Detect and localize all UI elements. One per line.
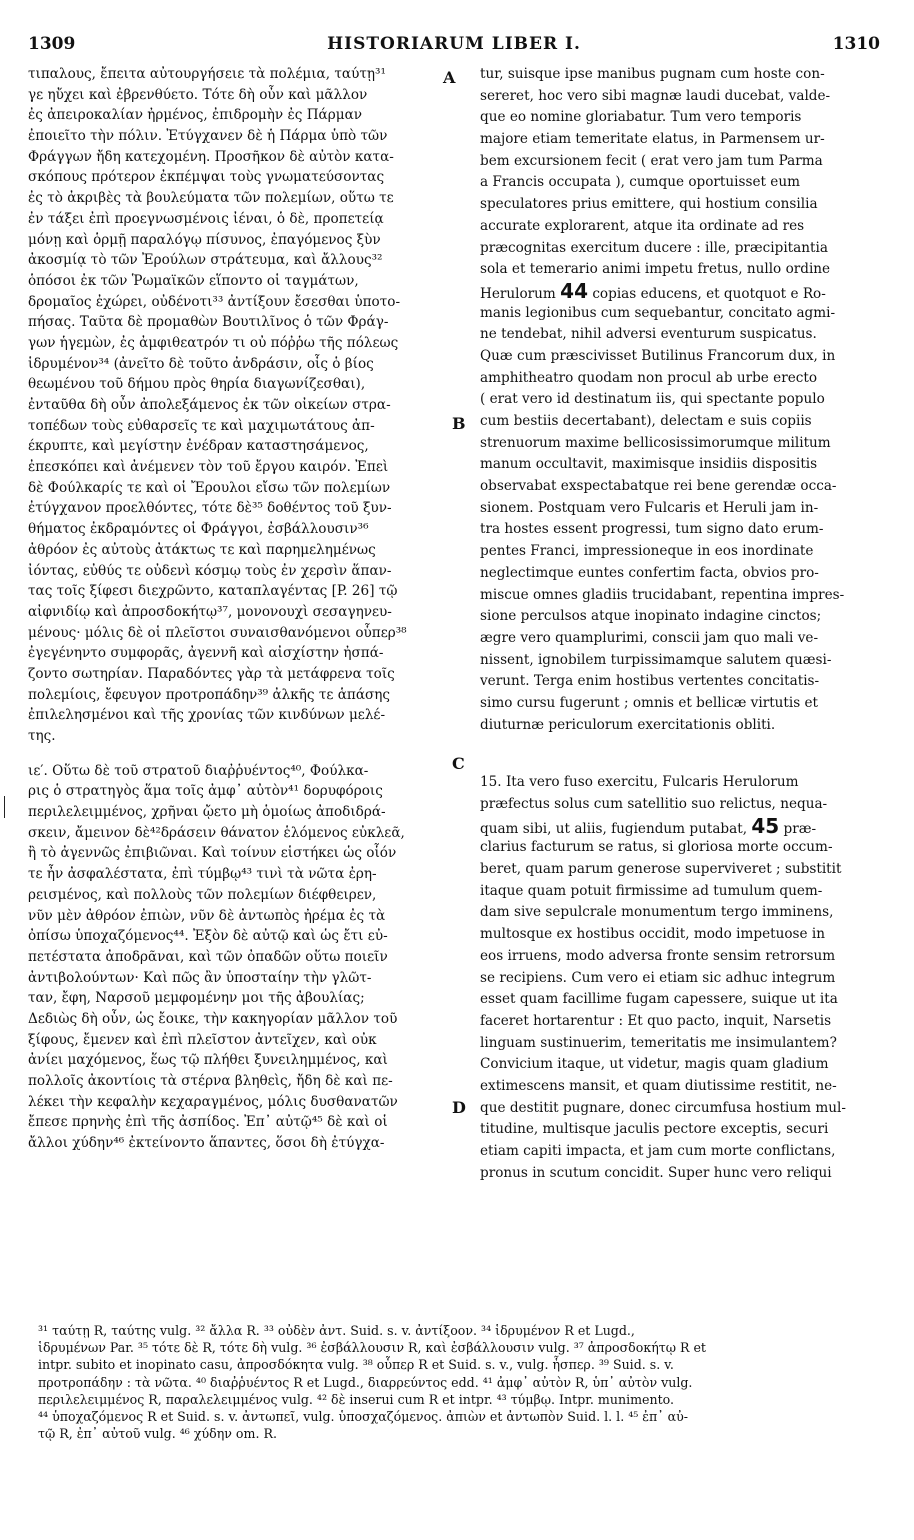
greek-line: δὲ Φούλκαρίς τε καὶ οἱ Ἔρουλοι εἴσω τῶν πολεμίων [28, 479, 391, 496]
latin-text: bem excursionem fecit ( erat vero jam tum Parma [480, 152, 823, 169]
greek-line: Δεδιὼς δὴ οὖν, ὡς ἔοικε, τὴν κακηγορίαν μᾶλλον τοῦ [28, 1010, 398, 1027]
edition-page-number: 44 [560, 278, 588, 303]
latin-text: pronus in scutum concidit. Super hunc vero reliqui [480, 1164, 832, 1181]
latin-text: præ- [779, 820, 817, 837]
greek-line: ἀκοσμίᾳ τὸ τῶν Ἐρούλων στράτευμα, καὶ ἄλλους³² [28, 252, 383, 269]
footnote-line: περιλελειμμένος R, παραλελειμμένος vulg. ⁴² δὲ inserui cum R et intpr. ⁴³ τύμβῳ. Intpr. munimento. [38, 1391, 675, 1407]
latin-line [480, 194, 882, 216]
latin-line [480, 411, 882, 433]
latin-text: sola et temerario animi impetu fretus, nullo ordine [480, 261, 831, 278]
section-marker-c: C [452, 754, 465, 773]
latin-line [480, 585, 882, 607]
latin-text: extimescens mansit, et quam diutissime restitit, ne- [480, 1077, 837, 1094]
greek-line: θεωμένου τοῦ δήμου πρὸς θηρία διαγωνίζεσθαι), [28, 376, 366, 393]
latin-text: præfectus solus cum satellitio suo relictus, nequa- [480, 796, 828, 812]
margin-mark [4, 796, 5, 818]
latin-line [480, 324, 882, 346]
latin-text: Quæ cum præscivisset Butilinus Francorum dux, in [480, 347, 836, 364]
latin-text: strenuorum maxime bellicosissimorumque militum [480, 434, 831, 451]
greek-line: λέκει τὴν κεφαλὴν κεχαραγμένος, μόλις δυσθανατῶν [28, 1093, 398, 1110]
footnote-line: intpr. subito et inopinato casu, ἀπροσδόκητα vulg. ³⁸ οὗπερ R et Suid. s. v., vulg. ἧσπερ. ³⁹ Suid. s. v. [38, 1357, 674, 1373]
section-marker-a: A [443, 68, 456, 87]
section-marker-d: D [452, 1098, 466, 1117]
latin-line [480, 216, 882, 238]
footnote-line: ἱδρυμένων Par. ³⁵ τότε δὲ R, τότε δὴ vulg. ³⁶ ἐσβάλλουσιν R, καὶ ἐσβάλλουσιν vulg. ³⁷ ἀπροσδοκήτῳ R et [38, 1340, 706, 1356]
latin-line [480, 989, 882, 1011]
latin-text: sereret, hoc vero sibi magnæ laudi ducebat, valde- [480, 87, 831, 104]
latin-line [480, 476, 882, 498]
latin-text: verunt. Terga enim hostibus vertentes concitatis- [480, 673, 820, 690]
latin-text: 15. Ita vero fuso exercitu, Fulcaris Herulorum [480, 774, 799, 791]
greek-line: ταν, ἔφη, Ναρσοῦ μεμφομένην μοι τῆς ἀβουλίας; [28, 990, 365, 1007]
greek-line: περιλελειμμένος, χρῆναι ᾤετο μὴ ὁμοίως ἀποδιδρά- [28, 804, 386, 821]
edition-page-number: 45 [751, 813, 780, 838]
latin-text: tur, suisque ipse manibus pugnam cum hoste con- [480, 66, 825, 82]
latin-text: pentes Franci, impressioneque in eos inordinate [480, 543, 814, 560]
latin-text: ægre vero quamplurimi, conscii jam quo mali ve- [480, 629, 819, 646]
page-number-right: 1310 [832, 34, 880, 54]
greek-line: ἄλλοι χύδην⁴⁶ ἐκτείνοντο ἅπαντες, ὅσοι δὴ ἐτύγχα- [28, 1135, 385, 1152]
latin-text: sione perculsos atque inopinato indagine cinctos; [480, 608, 822, 625]
greek-line: ἢ τὸ ἀγεννῶς ἐπιβιῶναι. Καὶ τοίνυν εἱστήκει ὡς οἷόν [28, 845, 397, 862]
latin-line [480, 1098, 882, 1120]
latin-line [480, 1054, 882, 1076]
greek-line: ἀθρόον ἐς αὐτοὺς ἀτάκτως τε καὶ παρημελημένως [28, 541, 376, 558]
latin-line [480, 541, 882, 563]
footnote-line: ³¹ ταύτῃ R, ταύτης vulg. ³² ἄλλα R. ³³ οὐδὲν ἀντ. Suid. s. v. ἀντίξοον. ³⁴ ἱδρυμένον R et Lugd., [38, 1323, 635, 1338]
latin-text: etiam capiti impacta, et jam cum morte conflictans, [480, 1143, 836, 1159]
greek-line: ρεισμένος, καὶ πολλοὺς τῶν πολεμίων διέφθειρεν, [28, 886, 377, 903]
latin-text: tra hostes essent progressi, tum signo dato erum- [480, 521, 824, 538]
greek-line: τας τοῖς ξίφεσι διεχρῶντο, καταπλαγέντας [P. 26] τῷ [28, 583, 398, 600]
latin-line [480, 303, 882, 325]
latin-text: sionem. Postquam vero Fulcaris et Heruli jam in- [480, 499, 819, 516]
footnotes [38, 1322, 890, 1442]
greek-line: θήματος ἐκδραμόντες οἱ Φράγγοι, ἐσβάλλουσιν³⁶ [28, 521, 369, 538]
greek-line: έκρυπτε, καὶ μεγίστην ἐνέδραν καταστησάμενος, [28, 438, 369, 455]
greek-line: ιε′. Οὕτω δὲ τοῦ στρατοῦ διαῤῥυέντος⁴⁰, Φούλκα- [28, 762, 369, 779]
latin-line [480, 346, 882, 368]
greek-line: Φράγγων ἤδη κατεχομένη. Προσῆκον δὲ αὐτὸν κατα- [28, 148, 394, 165]
page-number-left: 1309 [28, 34, 76, 54]
latin-text: dam sive sepulcrale monumentum tergo imminens, [480, 904, 834, 921]
latin-line [480, 107, 882, 129]
greek-line: ἀνίει μαχόμενος, ἕως τῷ πλήθει ξυνειλημμένος, καὶ [28, 1052, 388, 1069]
latin-text: amphitheatro quodam non procul ab urbe erecto [480, 369, 818, 386]
greek-line: ἱδρυμένον³⁴ (ἀνεῖτο δὲ τοῦτο ἀνδράσιν, οἷς ὁ βίος [28, 355, 374, 372]
section-gap [28, 747, 444, 761]
latin-line [480, 563, 882, 585]
latin-text: copias educens, et quotquot e Ro- [588, 285, 826, 302]
latin-text: manis legionibus cum sequebantur, concitato agmi- [480, 304, 836, 321]
latin-line [480, 389, 882, 411]
greek-line: ξίφους, ἔμενεν καὶ ἐπὶ πλεῖστον ἀντεῖχεν, καὶ οὐκ [28, 1031, 377, 1048]
latin-text: que destitit pugnare, donec circumfusa hostium mul- [480, 1099, 846, 1116]
latin-line [480, 259, 882, 281]
greek-line: σκόπους πρότερον ἐκπέμψαι τοὺς γνωματεύσοντας [28, 169, 385, 186]
latin-text: faceret hortarentur : Et quo pacto, inquit, Narsetis [480, 1012, 832, 1029]
greek-line: ἐπιλελησμένοι καὶ τῆς χρονίας τῶν κινδύνων μελέ- [28, 707, 386, 724]
greek-line: ζοντο σωτηρίαν. Παραδόντες γὰρ τὰ μετάφρενα τοῖς [28, 665, 395, 682]
latin-line [480, 368, 882, 390]
latin-line [480, 650, 882, 672]
latin-text: neglectimque euntes confertim facta, obvios pro- [480, 564, 819, 581]
greek-line: ἐς ἀπειροκαλίαν ἠρμένος, ἐπιδρομὴν ἐς Πάρμαν [28, 107, 363, 124]
latin-line [480, 1141, 882, 1163]
latin-text: beret, quam parum generose superviveret ; substitit [480, 861, 842, 878]
latin-line [480, 968, 882, 990]
latin-text: linguam sustinuerim, temeritatis me insimulantem? [480, 1034, 837, 1051]
latin-text: eos irruens, modo adversa fronte sensim retrorsum [480, 947, 836, 964]
greek-line: σκειν, ἄμεινον δὲ⁴²δράσειν θάνατον ἑλόμενος εὐκλεᾶ, [28, 824, 405, 841]
latin-text: que eo nomine gloriabatur. Tum vero temporis [480, 109, 802, 126]
greek-line: ὁπόσοι ἐκ τῶν Ῥωμαϊκῶν εἵποντο οἱ ταγμάτων, [28, 272, 359, 289]
latin-text: miscue omnes gladiis trucidabant, repentina impres- [480, 586, 845, 603]
greek-line: πήσας. Ταῦτα δὲ προμαθὼν Βουτιλῖνος ὁ τῶν Φράγ- [28, 314, 389, 331]
latin-line [480, 794, 882, 816]
greek-line: δρομαῖος ἐχώρει, οὐδένοτι³³ ἀντίξουν ἔσεσθαι ὑποτο- [28, 293, 401, 310]
latin-line [480, 628, 882, 650]
greek-line: ἐς τὸ ἀκριβὲς τὰ βουλεύματα τῶν πολεμίων, οὕτω τε [28, 190, 394, 207]
latin-text: a Francis occupata ), cumque oportuisset eum [480, 174, 800, 191]
greek-line: νῦν μὲν ἀθρόον ἐπιὼν, νῦν δὲ ἀντωπὸς ἠρέμα ἐς τὰ [28, 907, 386, 924]
running-title: HISTORIARUM LIBER I. [327, 34, 581, 54]
latin-text: præcognitas exercitum ducere : ille, præcipitantia [480, 239, 828, 256]
latin-line [480, 519, 882, 541]
footnote-line: προτροπάδην : τὰ νῶτα. ⁴⁰ διαῤῥυέντος R et Lugd., διαρρεύντος edd. ⁴¹ ἀμφ᾽ αὐτὸν R, ὑπ᾽ αὐτὸν vulg. [38, 1374, 693, 1390]
latin-text: ne tendebat, nihil adversi eventurum suspicatus. [480, 326, 817, 343]
greek-line: αἰφνιδίῳ καὶ ἀπροσδοκήτῳ³⁷, μονονουχὶ σεσαγηνευ- [28, 603, 392, 620]
greek-line: γων ἡγεμὼν, ἐς ἀμφιθεατρόν τι οὐ πόῤῥω τῆς πόλεως [28, 334, 399, 351]
greek-line: μόνῃ καὶ ὁρμῇ παραλόγῳ πίσυνος, ἐπαγόμενος ξὺν [28, 231, 381, 248]
greek-line: ἰόντας, εὐθύς τε οὐδενὶ κόσμῳ τοὺς ἐν χερσὶν ἅπαν- [28, 562, 392, 579]
greek-line: ἔπεσε πρηνὴς ἐπὶ τῆς ἀσπίδος. Ἐπ᾽ αὐτῷ⁴⁵ δὲ καὶ οἱ [28, 1114, 388, 1131]
latin-line [480, 671, 882, 693]
greek-line: ἐπεσκόπει καὶ ἀνέμενεν τὸν τοῦ ἔργου καιρόν. Ἐπεὶ [28, 459, 389, 476]
latin-text: titudine, multisque jaculis pectore exceptis, securi [480, 1121, 829, 1138]
greek-line: μένους· μόλις δὲ οἱ πλεῖστοι συναισθανόμενοι οὗπερ³⁸ [28, 624, 407, 641]
latin-line [480, 498, 882, 520]
latin-line [480, 715, 882, 737]
latin-line [480, 1163, 882, 1185]
latin-text: quam sibi, ut aliis, fugiendum putabat, [480, 820, 752, 837]
greek-line: πολεμίοις, ἔφευγον προτροπάδην³⁹ ἀλκῆς τε ἁπάσης [28, 686, 391, 703]
greek-line: πολλοῖς ἀκοντίοις τὰ στέρνα βληθεὶς, ἤδη δὲ καὶ πε- [28, 1073, 393, 1089]
latin-text: Herulorum [480, 285, 561, 302]
latin-line [480, 433, 882, 455]
latin-line [480, 151, 882, 173]
latin-line [480, 946, 882, 968]
latin-line [480, 278, 882, 303]
latin-text: esset quam facillime fugam capessere, suique ut ita [480, 991, 838, 1008]
latin-text: se recipiens. Cum vero ei etiam sic adhuc integrum [480, 969, 836, 986]
greek-line: ἐποιεῖτο τὴν πόλιν. Ἐτύγχανεν δὲ ἡ Πάρμα ὑπὸ τῶν [28, 128, 388, 145]
footnote-line: τῷ R, ἐπ᾽ αὐτοῦ vulg. ⁴⁶ χύδην om. R. [38, 1426, 277, 1442]
latin-text: accurate explorarent, atque ita ordinate ad res [480, 217, 805, 234]
latin-line [480, 454, 882, 476]
greek-line: τε ἦν ἀσφαλέστατα, ἐπὶ τύμβῳ⁴³ τινὶ τὰ νῶτα ἐρη- [28, 866, 377, 883]
latin-line [480, 64, 882, 86]
latin-text: diuturnæ periculorum exercitationis obliti. [480, 716, 776, 733]
greek-line: τοπέδων τοὺς εὐθαρσεῖς τε καὶ μαχιμωτάτους ἀπ- [28, 417, 375, 434]
latin-line [480, 881, 882, 903]
footnote-line: ⁴⁴ ὑποχαζόμενος R et Suid. s. v. ἀντωπεῖ, vulg. ὑποσχαζόμενος. ἀπιὼν et ἀντωπὸν Suid. l. l. ⁴⁵ ἐπ᾽ αὐ- [38, 1408, 689, 1424]
latin-text: itaque quam potuit firmissime ad tumulum quem- [480, 882, 823, 899]
latin-line [480, 859, 882, 881]
latin-text: ( erat vero id destinatum iis, qui spectante populo [480, 391, 825, 408]
greek-line: ἐν τάξει ἐπὶ προεγνωσμένοις ἰέναι, ὁ δὲ, προπετείᾳ [28, 210, 384, 227]
latin-text: nissent, ignobilem turpissimamque salutem quæsi- [480, 651, 832, 668]
greek-line: πετέστατα ἀποδρᾶναι, καὶ τῶν ὀπαδῶν οὕτω ποιεῖν [28, 948, 388, 965]
running-header [28, 34, 880, 60]
latin-line [480, 1076, 882, 1098]
latin-line [480, 1119, 882, 1141]
latin-text: speculatores prius emittere, qui hostium consilia [480, 196, 818, 213]
latin-text: Convicium itaque, ut videtur, magis quam gladium [480, 1056, 829, 1073]
greek-line: ἀντιβολούντων· Καὶ πῶς ἂν ὑποσταίην τὴν γλῶτ- [28, 969, 372, 986]
latin-text: majore etiam temeritate elatus, in Parmensem ur- [480, 131, 825, 148]
latin-line [480, 606, 882, 628]
latin-line [480, 813, 882, 838]
greek-line: τιπαλους, ἔπειτα αὐτουργήσειε τὰ πολέμια, ταύτῃ³¹ [28, 66, 386, 82]
latin-line [480, 693, 882, 715]
greek-line: ἐτύγχανον προελθόντες, τότε δὲ³⁵ δοθέντος τοῦ ξυν- [28, 500, 392, 517]
greek-line: ὀπίσω ὑποχαζόμενος⁴⁴. Ἐξὸν δὲ αὐτῷ καὶ ὡς ἔτι εὐ- [28, 928, 388, 945]
section-gap [480, 736, 882, 772]
greek-line: ἐγεγένηντο συμφορᾶς, ἀγεννῆ καὶ αἰσχίστην ἠσπά- [28, 645, 384, 662]
latin-line [480, 238, 882, 260]
greek-line: ρις ὁ στρατηγὸς ἅμα τοῖς ἀμφ᾽ αὐτὸν⁴¹ δορυφόροις [28, 783, 383, 800]
latin-line [480, 772, 882, 794]
greek-line: της. [28, 728, 56, 744]
greek-line: γε ηὔχει καὶ ἐβρενθύετο. Τότε δὴ οὖν καὶ μᾶλλον [28, 86, 368, 103]
latin-line [480, 172, 882, 194]
latin-text: cum bestiis decertabant), delectam e suis copiis [480, 413, 812, 429]
latin-text: manum occultavit, maximisque insidiis dispositis [480, 456, 818, 473]
greek-column [28, 64, 444, 1154]
latin-text: simo cursu fugerunt ; omnis et bellicæ virtutis et [480, 694, 819, 711]
latin-text: observabat exspectabatque rei bene gerendæ occa- [480, 478, 837, 495]
latin-line [480, 129, 882, 151]
latin-text: clarius facturum se ratus, si gloriosa morte occum- [480, 839, 833, 856]
latin-line [480, 1033, 882, 1055]
latin-column [480, 64, 882, 1184]
latin-line [480, 1011, 882, 1033]
greek-line: ἐνταῦθα δὴ οὖν ἀπολεξάμενος ἐκ τῶν οἰκείων στρα- [28, 397, 391, 413]
latin-line [480, 837, 882, 859]
section-marker-b: B [452, 414, 466, 433]
latin-line [480, 902, 882, 924]
latin-line [480, 86, 882, 108]
latin-line [480, 924, 882, 946]
latin-text: multosque ex hostibus occidit, modo impetuose in [480, 926, 825, 943]
